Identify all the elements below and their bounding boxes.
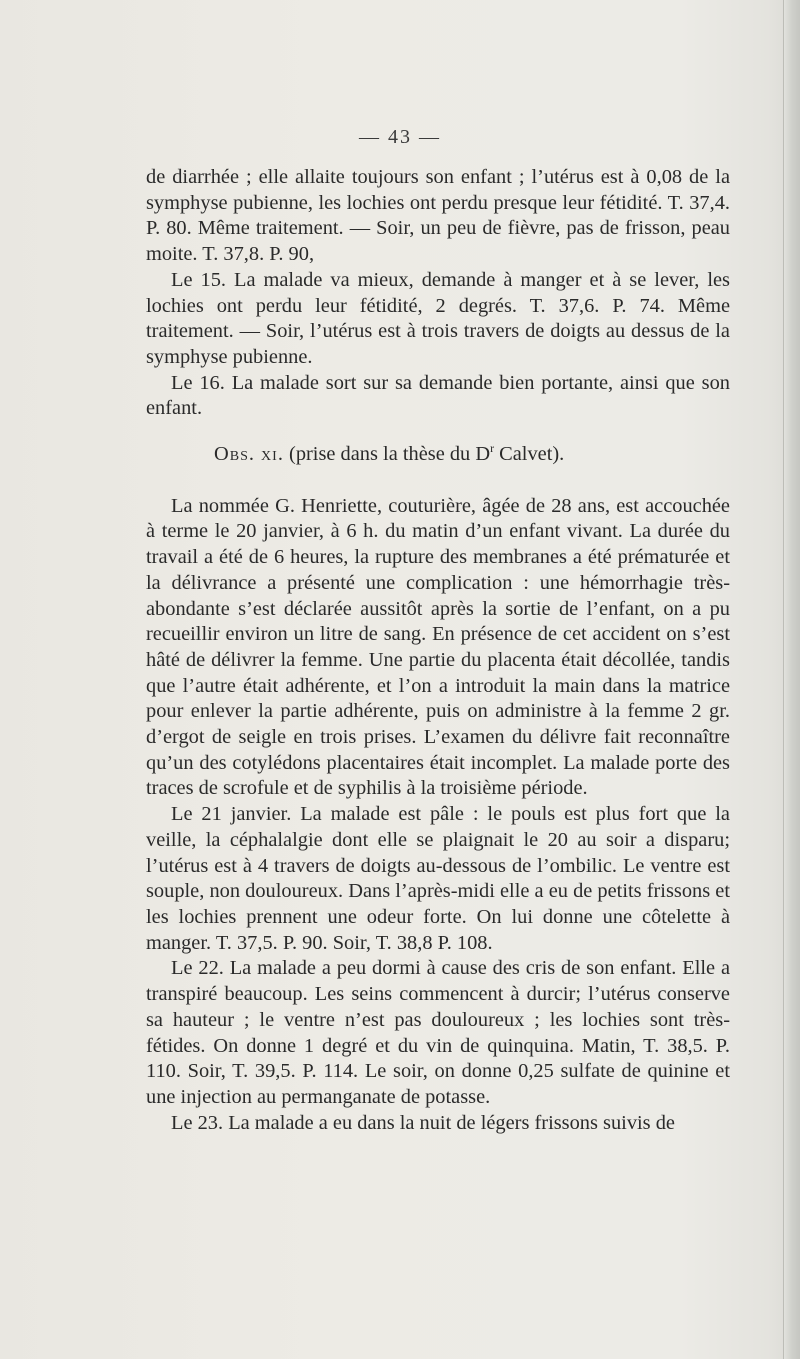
paragraph-continuation: de diarrhée ; elle allaite toujours son enfant ; l’utérus est à 0,08 de la symphyse pubienne, les lochies ont perdu presque leur fétidité. T. 37,4. P. 80. Même traitement. — Soir, un peu de fièvre, pas de frisson, peau moite. T. 37,8. P. 90, xyxy=(146,166,730,266)
body-text xyxy=(146,165,730,1136)
observation-source-name: Calvet). xyxy=(494,443,565,466)
observation-label: Obs. xi. xyxy=(214,443,284,466)
paragraph-day-23: Le 23. La malade a eu dans la nuit de légers frissons suivis de xyxy=(171,1111,675,1134)
paragraph-day-21: Le 21 janvier. La malade est pâle : le pouls est plus fort que la veille, la céphalalgie dont elle se plaignait le 20 au soir a disparu; l’utérus est à 4 travers de doigts au-dessous de l’ombilic. Le ventre est souple, non douloureux. Dans l’après-midi elle a eu de petits frissons et les lochies prennent une odeur forte. On lui donne une côtelette à manger. T. 37,5. P. 90. Soir, T. 38,8 P. 108. xyxy=(146,803,730,954)
observation-source-text: (prise dans la thèse du D xyxy=(289,443,491,466)
paragraph-case-intro: La nommée G. Henriette, couturière, âgée de 28 ans, est accouchée à terme le 20 janvier, à 6 h. du matin d’un enfant vivant. La durée du travail a été de 6 heures, la rupture des membranes a été prématurée et la délivrance a présenté une complication : une hémorrhagie très-abondante s’est déclarée aussitôt après la sortie de l’enfant, on a pu recueillir environ un litre de sang. En présence de cet accident on s’est hâté de délivrer la femme. Une partie du placenta était décollée, tandis que l’autre était adhérente, et l’on a introduit la main dans la matrice pour enlever la partie adhérente, puis on administre à la femme 2 gr. d’ergot de seigle en trois prises. L’examen du délivre fait reconnaître qu’un des cotylédons placentaires était incomplet. La malade porte des traces de scrofule et de syphilis à la troisième période. xyxy=(146,494,730,800)
observation-heading xyxy=(146,442,730,468)
page-number: — 43 — xyxy=(359,126,441,148)
page-edge-shadow xyxy=(783,0,800,1359)
paragraph-day-16: Le 16. La malade sort sur sa demande bien portante, ainsi que son enfant. xyxy=(146,371,730,420)
observation-superscript: r xyxy=(490,441,495,456)
paragraph-day-15: Le 15. La malade va mieux, demande à manger et à se lever, les lochies ont perdu leur fétidité, 2 degrés. T. 37,6. P. 74. Même traitement. — Soir, l’utérus est à trois travers de doigts au dessus de la symphyse pubienne. xyxy=(146,268,730,368)
paragraph-day-22: Le 22. La malade a peu dormi à cause des cris de son enfant. Elle a transpiré beaucoup. Les seins commencent à durcir; l’utérus conserve sa hauteur ; le ventre n’est pas douloureux ; les lochies sont très-fétides. On donne 1 degré et du vin de quinquina. Matin, T. 38,5. P. 110. Soir, T. 39,5. P. 114. Le soir, on donne 0,25 sulfate de quinine et une injection au permanganate de potasse. xyxy=(146,957,730,1108)
